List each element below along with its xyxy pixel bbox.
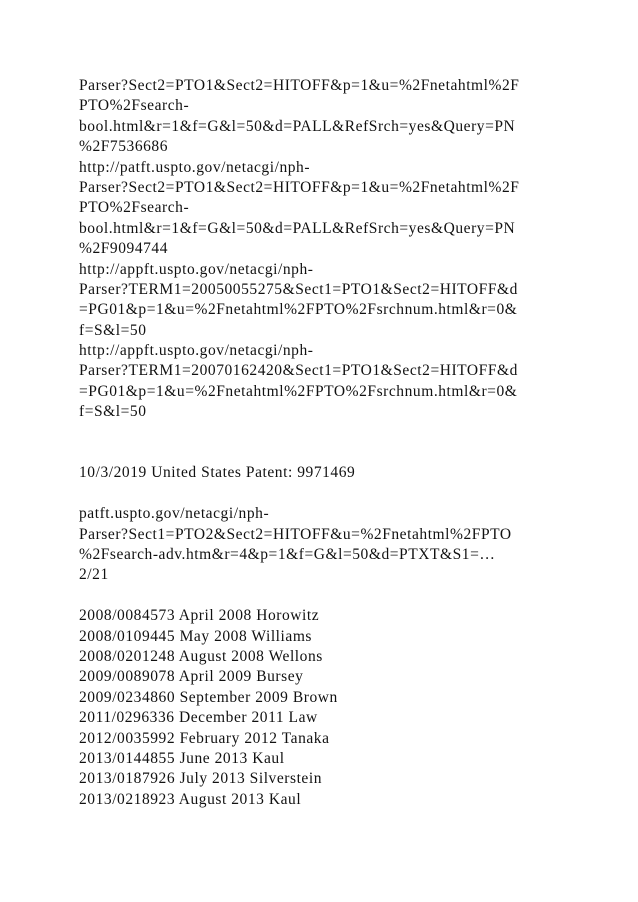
source-line: patft.uspto.gov/netacgi/nph- [79, 505, 270, 523]
url-line: %2F9094744 [79, 240, 169, 258]
citation-item: 2011/0296336 December 2011 Law [79, 709, 318, 727]
citation-item: 2013/0144855 June 2013 Kaul [79, 749, 285, 767]
url-line: Parser?TERM1=20050055275&Sect1=PTO1&Sect2=HITOFF&d [79, 280, 518, 298]
page-header-line: 10/3/2019 United States Patent: 9971469 [79, 464, 356, 482]
source-line: Parser?Sect1=PTO2&Sect2=HITOFF&u=%2Fnetahtml%2FPTO [79, 525, 512, 543]
spacer [79, 586, 609, 606]
citation-item: 2009/0089078 April 2009 Bursey [79, 668, 304, 686]
url-line: f=S&l=50 [79, 403, 147, 421]
url-line: =PG01&p=1&u=%2Fnetahtml%2FPTO%2Fsrchnum.html&r=0& [79, 382, 518, 400]
citation-item: 2009/0234860 September 2009 Brown [79, 688, 338, 706]
url-line: PTO%2Fsearch- [79, 199, 190, 217]
url-line: bool.html&r=1&f=G&l=50&d=PALL&RefSrch=yes&Query=PN [79, 117, 516, 135]
citation-item: 2013/0218923 August 2013 Kaul [79, 790, 302, 808]
citation-item: 2012/0035992 February 2012 Tanaka [79, 729, 330, 747]
url-line: PTO%2Fsearch- [79, 97, 190, 115]
url-reference-list [79, 76, 609, 423]
url-line: bool.html&r=1&f=G&l=50&d=PALL&RefSrch=yes&Query=PN [79, 219, 516, 237]
url-line: http://appft.uspto.gov/netacgi/nph- [79, 260, 314, 278]
citation-list [79, 606, 609, 810]
source-footer [79, 504, 609, 586]
source-line: %2Fsearch-adv.htm&r=4&p=1&f=G&l=50&d=PTXT&S1=… [79, 545, 496, 563]
document-page [79, 76, 609, 810]
url-line: Parser?Sect2=PTO1&Sect2=HITOFF&p=1&u=%2Fnetahtml%2F [79, 77, 520, 94]
url-line: Parser?TERM1=20070162420&Sect1=PTO1&Sect2=HITOFF&d [79, 362, 518, 380]
citation-item: 2008/0084573 April 2008 Horowitz [79, 607, 320, 625]
url-line: http://patft.uspto.gov/netacgi/nph- [79, 158, 311, 176]
citation-item: 2013/0187926 July 2013 Silverstein [79, 770, 323, 788]
url-line: f=S&l=50 [79, 321, 147, 339]
url-line: %2F7536686 [79, 138, 169, 156]
spacer [79, 443, 609, 463]
citation-item: 2008/0109445 May 2008 Williams [79, 627, 313, 645]
url-line: Parser?Sect2=PTO1&Sect2=HITOFF&p=1&u=%2Fnetahtml%2F [79, 178, 520, 196]
spacer [79, 484, 609, 504]
url-line: =PG01&p=1&u=%2Fnetahtml%2FPTO%2Fsrchnum.html&r=0& [79, 301, 518, 319]
spacer [79, 423, 609, 443]
page-counter: 2/21 [79, 566, 109, 584]
citation-item: 2008/0201248 August 2008 Wellons [79, 647, 323, 665]
url-line: http://appft.uspto.gov/netacgi/nph- [79, 342, 314, 360]
